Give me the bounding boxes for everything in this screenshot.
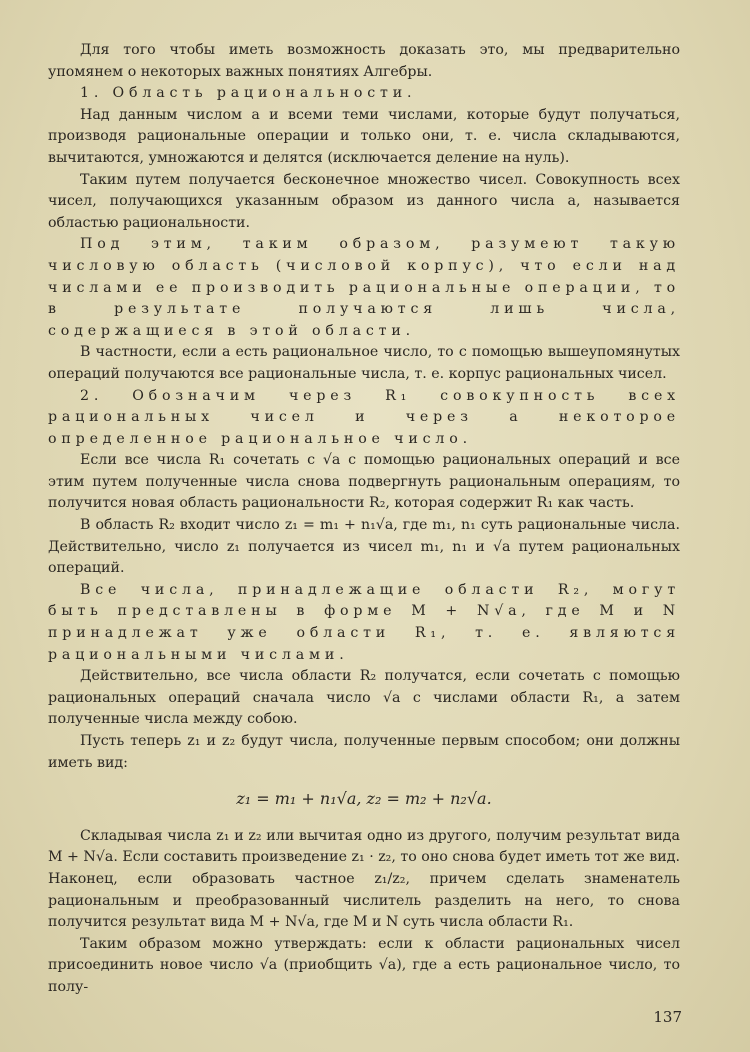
paragraph: Таким образом можно утверждать: если к области рациональных чисел присоединить новое число √a (приобщить √a), где a есть рациональное число, то полу- xyxy=(48,935,680,995)
display-formula: z₁ = m₁ + n₁√a, z₂ = m₂ + n₂√a. xyxy=(236,789,492,809)
paragraph: Над данным числом a и всеми теми числами, которые будут получаться, производя рациональные операции и только они, т. е. числа складываются, вычитаются, умножаются и делятся (исключается деление на нуль). xyxy=(48,106,680,166)
paragraph: Пусть теперь z₁ и z₂ будут числа, полученные первым способом; они должны иметь вид: xyxy=(48,733,680,771)
paragraph: Для того чтобы иметь возможность доказать это, мы предварительно упомянем о некоторых важных понятиях Алгебры. xyxy=(48,42,680,80)
paragraph: Складывая числа z₁ и z₂ или вычитая одно из другого, получим результат вида M + N√a. Если составить произведение z₁ · z₂, то оно снова будет иметь тот же вид. Наконец, если образовать частное z₁/z₂, причем сделать знаменатель рациональным и преобразованный числитель разделить на него, то снова получится результат вида M + N√a, где M и N суть числа области R₁. xyxy=(48,827,680,931)
paragraph: Если все числа R₁ сочетать с √a с помощью рациональных операций и все этим путем полученные числа снова подвергнуть рациональным операциям, то получится новая область рациональности R₂, которая содержит R₁ как часть. xyxy=(48,452,680,512)
section-heading: 1. Область рациональности. xyxy=(80,85,417,102)
paragraph: В область R₂ входит число z₁ = m₁ + n₁√a, где m₁, n₁ суть рациональные числа. Действительно, число z₁ получается из чисел m₁, n₁ и √a путем рациональных операций. xyxy=(48,517,680,577)
paragraph: Действительно, все числа области R₂ получатся, если сочетать с помощью рациональных операций сначала число √a с числами области R₁, а затем полученные числа между собою. xyxy=(48,668,680,728)
paragraph: Таким путем получается бесконечное множество чисел. Совокупность всех чисел, получающихся указанным образом из данного числа a, называется областью рациональности. xyxy=(48,171,680,231)
paragraph: Под этим, таким образом, разумеют такую числовую область (числовой корпус), что если над числами ее производить рациональные операции, то в результате получаются лишь числа, содержащиеся в этой области. xyxy=(48,236,680,339)
paragraph: В частности, если a есть рациональное число, то с помощью вышеупомянутых операций получаются все рациональные числа, т. е. корпус рациональных чисел. xyxy=(48,344,680,382)
page-text xyxy=(48,40,680,999)
page-number: 137 xyxy=(653,1008,682,1026)
paragraph: 2. Обозначим через R₁ совокупность всех рациональных чисел и через a некоторое определенное рациональное число. xyxy=(48,387,680,447)
paragraph: Все числа, принадлежащие области R₂, могут быть представлены в форме M + N√a, где M и N принадлежат уже области R₁, т. е. являются рациональными числами. xyxy=(48,581,680,663)
